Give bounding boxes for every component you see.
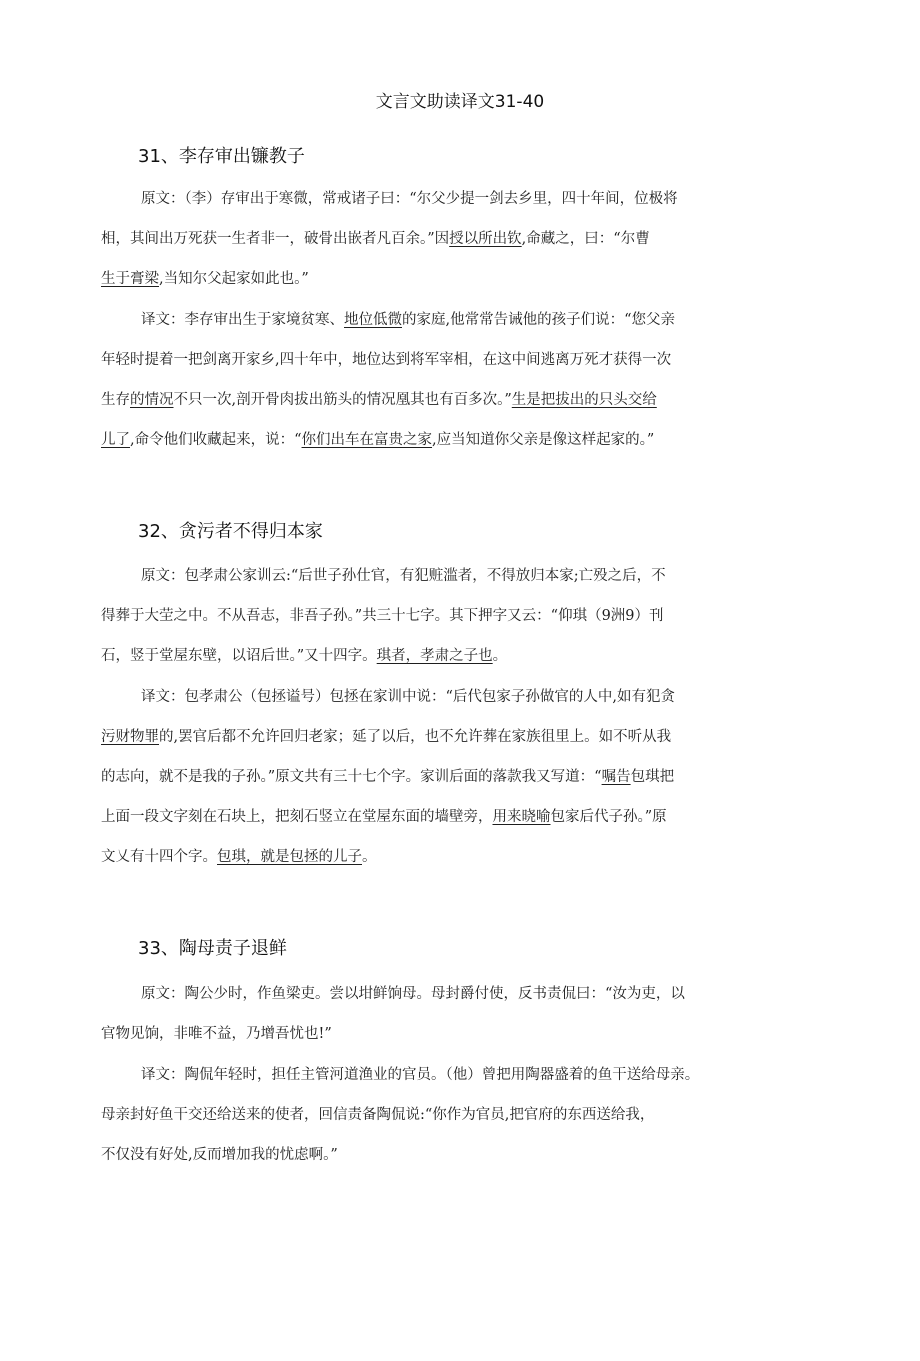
text-line: 译文：李存审出生于家境贫寒、地位低微的家庭,他常常告诫他的孩子们说：“您父亲 (141, 312, 676, 328)
underlined-phrase: 你们出车在富贵之家 (301, 432, 433, 448)
section-31-original (101, 179, 781, 299)
document-title: 文言文助读译文31-40 (375, 92, 545, 112)
section-32-original (101, 556, 781, 676)
text-line: 原文：（李）存审出于寒微，常戒诸子曰：“尔父少提一剑去乡里，四十年间，位极将 (141, 191, 678, 207)
text-line: 生存的情况不只一次,剖开骨肉拔出筋头的情况凰其也有百多次。”生是把拔出的只头交给 (101, 392, 657, 408)
section-heading-32: 32、贪污者不得归本家 (138, 521, 323, 542)
underlined-phrase: 生于膏梁 (101, 271, 159, 287)
underlined-phrase: 授以所出钦 (449, 231, 522, 247)
text-line: 不仅没有好处,反而增加我的忧虑啊。” (101, 1147, 338, 1163)
text-line: 得葬于大茔之中。不从吾志，非吾子孙。”共三十七字。其下押字又云：“仰琪（9洲9）刊 (101, 608, 664, 624)
text-line: 的志向，就不是我的子孙。”原文共有三十七个字。家训后面的落款我又写道：“嘱告包琪把 (101, 769, 675, 785)
text-line: 上面一段文字刻在石块上，把刻石竖立在堂屋东面的墙壁旁，用来晓喻包家后代子孙。”原 (101, 809, 667, 825)
section-33-original (101, 974, 781, 1054)
text-line: 原文：陶公少时，作鱼梁吏。尝以坩鲜饷母。母封爵付使，反书责侃曰：“汝为吏，以 (141, 986, 685, 1002)
text-line: 译文：陶侃年轻时，担任主管河道渔业的官员。（他）曾把用陶器盛着的鱼干送给母亲。 (141, 1067, 700, 1083)
text-line: 儿了,命令他们收藏起来，说：“你们出车在富贵之家,应当知道你父亲是像这样起家的。” (101, 432, 655, 448)
text-line: 母亲封好鱼干交还给送来的使者，回信责备陶侃说:“你作为官员,把官府的东西送给我， (101, 1107, 655, 1123)
text-line: 年轻时提着一把剑离开家乡,四十年中，地位达到将军宰相，在这中间逃离万死才获得一次 (101, 352, 672, 368)
text-line: 文乂有十四个字。包琪，就是包拯的儿子。 (101, 849, 377, 865)
text-line: 生于膏梁,当知尔父起家如此也。” (101, 271, 309, 287)
section-32-translation (101, 677, 781, 877)
underlined-phrase: 嘱告 (601, 769, 631, 785)
text-line: 官物见饷，非唯不益，乃增吾忧也!” (101, 1026, 332, 1042)
text-line: 译文：包孝肃公（包拯谥号）包拯在家训中说：“后代包家子孙做官的人中,如有犯贪 (141, 689, 676, 705)
section-33-translation (101, 1055, 781, 1175)
underlined-phrase: 地位低微 (344, 312, 402, 328)
section-31-translation (101, 300, 781, 460)
text-line: 污财物罪的,罢官后都不允许回归老家；延了以后，也不允许葬在家族徂里上。如不听从我 (101, 729, 672, 745)
text-line: 原文：包孝肃公家训云:“后世子孙仕官，有犯赃滥者，不得放归本家;亡殁之后，不 (141, 568, 666, 584)
text-line: 石，竖于堂屋东壁，以诏后世。”又十四字。琪者，孝肃之子也。 (101, 648, 508, 664)
underlined-phrase: 污财物罪 (101, 729, 159, 745)
underlined-phrase: 儿了 (101, 432, 130, 448)
section-heading-31: 31、李存审出镰教子 (138, 146, 305, 167)
underlined-phrase: 包琪，就是包拯的儿子 (217, 849, 362, 865)
underlined-phrase: 用来晓喻 (492, 809, 551, 825)
underlined-phrase: 琪者，孝肃之子也 (376, 648, 493, 664)
text-line: 相，其间出万死获一生者非一，破骨出嵌者凡百余。”因授以所出钦,命藏之，曰：“尔曹 (101, 231, 650, 247)
section-heading-33: 33、陶母责子退鲜 (138, 938, 287, 959)
underlined-phrase: 的情况 (130, 392, 174, 408)
underlined-phrase: 生是把拔出的只头交给 (511, 392, 657, 408)
